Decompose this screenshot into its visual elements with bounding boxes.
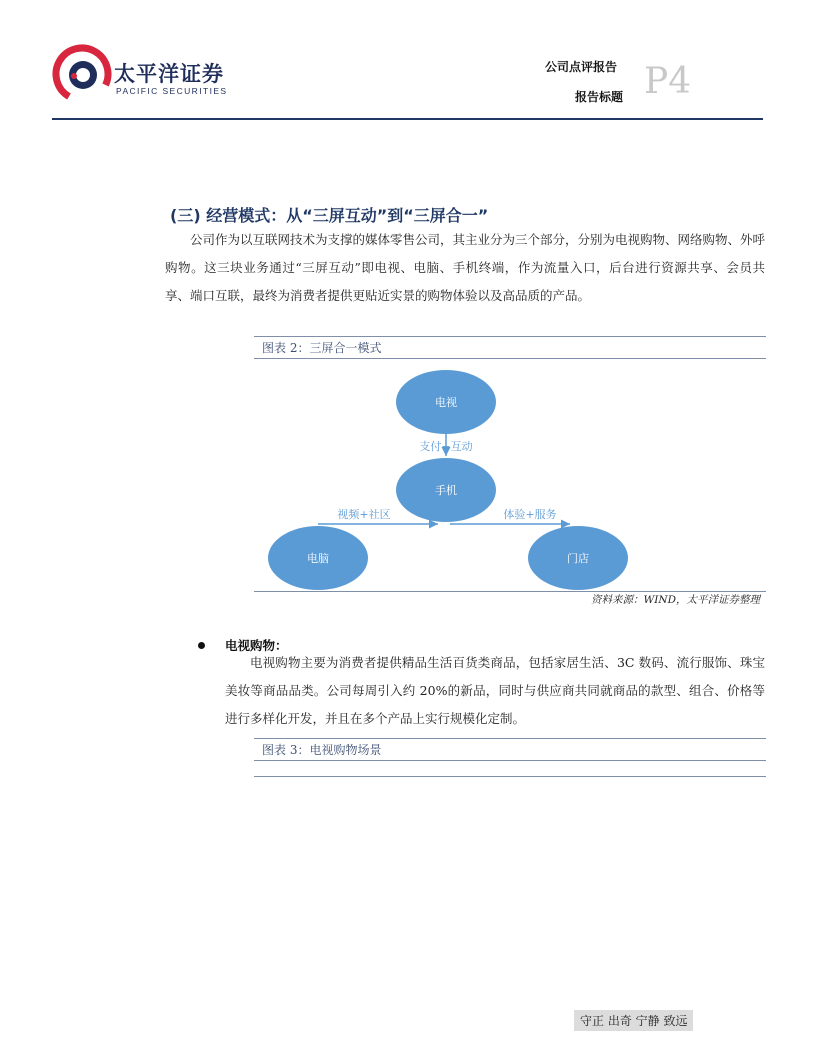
report-type: 公司点评报告 xyxy=(545,60,618,74)
bullet-paragraph-text: 电视购物主要为消费者提供精品生活百货类商品，包括家居生活、3C 数码、流行服饰、珠宝美妆等商品品类。公司每周引入约 20%的新品，同时与供应商共同就商品的款型、组合、价格等进行多样化开发，并且在多个产品上实行规模化定制。 xyxy=(225,655,765,726)
section-paragraph xyxy=(165,226,765,310)
figure2-caption-bar xyxy=(254,336,766,359)
bullet-icon xyxy=(198,642,205,649)
node-phone-label: 手机 xyxy=(435,484,457,497)
node-store-label: 门店 xyxy=(567,552,589,565)
figure2-caption: 图表 2：三屏合一模式 xyxy=(262,341,382,355)
edge-pc-phone-label: 视频+社区 xyxy=(337,508,391,521)
section-title: (三) 经营模式：从“三屏互动”到“三屏合一” xyxy=(170,206,489,225)
three-screen-diagram xyxy=(254,368,766,590)
bullet-title: 电视购物： xyxy=(225,638,288,653)
logo-english-name: PACIFIC SECURITIES xyxy=(116,86,228,96)
report-title: 报告标题 xyxy=(575,90,624,104)
figure2-source: 资料来源：WIND，太平洋证券整理 xyxy=(590,594,760,606)
header-divider xyxy=(52,118,763,120)
bullet-paragraph xyxy=(225,649,765,733)
pacific-securities-logo-icon xyxy=(52,42,114,104)
page-number: P4 xyxy=(644,61,692,102)
figure3-caption-bar xyxy=(254,738,766,761)
node-pc-label: 电脑 xyxy=(307,552,329,565)
logo-chinese-name: 太平洋证券 xyxy=(114,62,224,86)
figure3-bottom-rule xyxy=(254,776,766,777)
node-tv-label: 电视 xyxy=(435,396,457,409)
company-logo xyxy=(52,40,232,110)
edge-phone-store-label: 体验+服务 xyxy=(503,508,557,521)
section-paragraph-text: 公司作为以互联网技术为支撑的媒体零售公司，其主业分为三个部分，分别为电视购物、网络购物、外呼购物。这三块业务通过“三屏互动”即电视、电脑、手机终端，作为流量入口，后台进行资源共享、会员共享、端口互联，最终为消费者提供更贴近实景的购物体验以及高品质的产品。 xyxy=(165,232,766,303)
figure3-caption: 图表 3：电视购物场景 xyxy=(262,743,382,757)
footer-motto: 守正 出奇 宁静 致远 xyxy=(574,1010,693,1031)
edge-tv-phone-label: 支付+互动 xyxy=(419,440,473,453)
